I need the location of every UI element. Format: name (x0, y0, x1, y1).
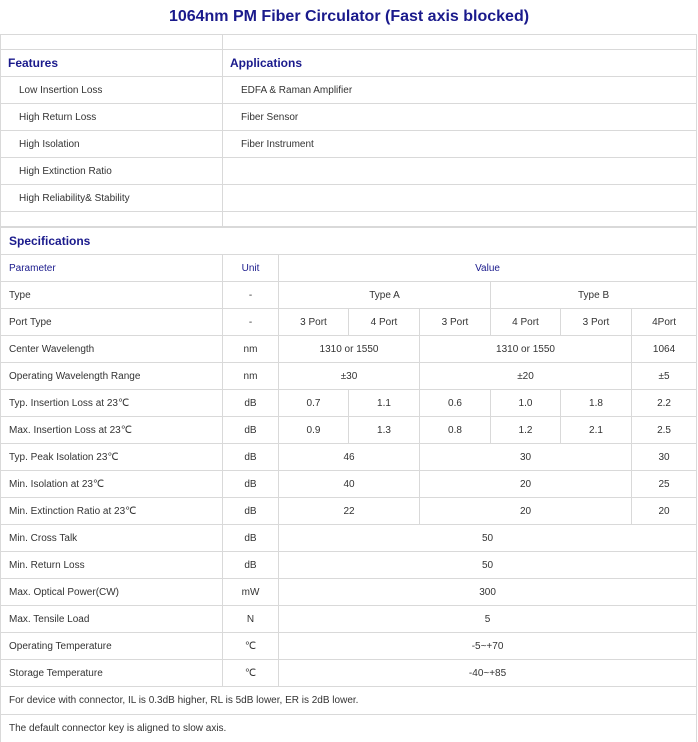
value-cell: 2.5 (632, 417, 697, 444)
value-cell: 3 Port (420, 309, 491, 336)
param-label: Center Wavelength (1, 336, 223, 363)
value-cell: 1064 (632, 336, 697, 363)
value-cell: 30 (420, 444, 632, 471)
unit-cell: dB (223, 498, 279, 525)
note-row (1, 687, 697, 715)
value-cell: 1.1 (349, 390, 420, 417)
value-cell: Type B (491, 282, 697, 309)
feature-item: Low Insertion Loss (1, 77, 223, 104)
unit-cell: nm (223, 336, 279, 363)
page-title: 1064nm PM Fiber Circulator (Fast axis blocked) (0, 0, 698, 34)
value-cell: 5 (279, 606, 697, 633)
param-label: Min. Cross Talk (1, 525, 223, 552)
fa-row (1, 77, 697, 104)
value-cell: 1.2 (491, 417, 561, 444)
unit-cell: - (223, 309, 279, 336)
spec-row-max-il (1, 417, 697, 444)
value-cell: 4 Port (491, 309, 561, 336)
spec-row-type (1, 282, 697, 309)
feature-item: High Return Loss (1, 104, 223, 131)
applications-heading: Applications (223, 50, 697, 77)
application-item: Fiber Sensor (223, 104, 697, 131)
value-cell: 1310 or 1550 (420, 336, 632, 363)
value-cell: 40 (279, 471, 420, 498)
application-item: EDFA & Raman Amplifier (223, 77, 697, 104)
value-cell: 2.2 (632, 390, 697, 417)
unit-cell: dB (223, 444, 279, 471)
param-label: Operating Temperature (1, 633, 223, 660)
application-item (223, 185, 697, 212)
unit-cell: ℃ (223, 633, 279, 660)
unit-cell: mW (223, 579, 279, 606)
spec-row-full (1, 633, 697, 660)
spec-row-full (1, 606, 697, 633)
spec-row-full (1, 552, 697, 579)
spec-row-center-wavelength (1, 336, 697, 363)
param-label: Storage Temperature (1, 660, 223, 687)
param-label: Port Type (1, 309, 223, 336)
value-cell: 50 (279, 552, 697, 579)
value-cell: 4 Port (349, 309, 420, 336)
value-cell: 0.8 (420, 417, 491, 444)
param-label: Min. Return Loss (1, 552, 223, 579)
spec-row-typ-il (1, 390, 697, 417)
unit-cell: - (223, 282, 279, 309)
spec-row-full (1, 579, 697, 606)
value-cell: 3 Port (561, 309, 632, 336)
param-label: Max. Insertion Loss at 23℃ (1, 417, 223, 444)
value-cell: 1.0 (491, 390, 561, 417)
note-text: For device with connector, IL is 0.3dB higher, RL is 5dB lower, ER is 2dB lower. (1, 687, 697, 715)
spec-heading-row (1, 228, 697, 255)
value-cell: 20 (420, 498, 632, 525)
unit-cell: N (223, 606, 279, 633)
param-label: Max. Tensile Load (1, 606, 223, 633)
value-cell: 22 (279, 498, 420, 525)
note-text: The default connector key is aligned to slow axis. (1, 715, 697, 742)
fa-row (1, 131, 697, 158)
value-cell: 0.9 (279, 417, 349, 444)
value-cell: -40~+85 (279, 660, 697, 687)
value-cell: ±20 (420, 363, 632, 390)
unit-cell: dB (223, 471, 279, 498)
unit-cell: nm (223, 363, 279, 390)
value-cell: Type A (279, 282, 491, 309)
fa-row (1, 185, 697, 212)
value-cell: 1310 or 1550 (279, 336, 420, 363)
value-cell: 1.8 (561, 390, 632, 417)
value-cell: 20 (420, 471, 632, 498)
param-label: Operating Wavelength Range (1, 363, 223, 390)
spec-row-typ-isolation (1, 444, 697, 471)
spec-row-min-isolation (1, 471, 697, 498)
fa-row (1, 158, 697, 185)
spec-header-row (1, 255, 697, 282)
value-cell: 50 (279, 525, 697, 552)
param-label: Min. Extinction Ratio at 23℃ (1, 498, 223, 525)
value-cell: 0.6 (420, 390, 491, 417)
value-cell: -5~+70 (279, 633, 697, 660)
value-cell: 30 (632, 444, 697, 471)
application-item (223, 158, 697, 185)
value-cell: 3 Port (279, 309, 349, 336)
spec-row-port-type (1, 309, 697, 336)
note-row (1, 715, 697, 742)
param-label: Type (1, 282, 223, 309)
value-cell: ±5 (632, 363, 697, 390)
unit-cell: dB (223, 390, 279, 417)
spec-row-full (1, 660, 697, 687)
value-header: Value (279, 255, 697, 282)
param-label: Max. Optical Power(CW) (1, 579, 223, 606)
specifications-table (0, 227, 697, 742)
feature-item: High Extinction Ratio (1, 158, 223, 185)
value-cell: ±30 (279, 363, 420, 390)
unit-cell: dB (223, 525, 279, 552)
value-cell: 0.7 (279, 390, 349, 417)
param-label: Typ. Insertion Loss at 23℃ (1, 390, 223, 417)
value-cell: 1.3 (349, 417, 420, 444)
application-item: Fiber Instrument (223, 131, 697, 158)
value-cell: 46 (279, 444, 420, 471)
feature-item: High Isolation (1, 131, 223, 158)
value-cell: 4Port (632, 309, 697, 336)
value-cell: 25 (632, 471, 697, 498)
feature-item: High Reliability& Stability (1, 185, 223, 212)
unit-cell: dB (223, 552, 279, 579)
spec-row-op-range (1, 363, 697, 390)
fa-row (1, 104, 697, 131)
spacer-row (1, 35, 697, 50)
unit-cell: ℃ (223, 660, 279, 687)
unit-cell: dB (223, 417, 279, 444)
value-cell: 20 (632, 498, 697, 525)
spec-row-full (1, 525, 697, 552)
value-cell: 300 (279, 579, 697, 606)
parameter-header: Parameter (1, 255, 223, 282)
value-cell: 2.1 (561, 417, 632, 444)
param-label: Typ. Peak Isolation 23℃ (1, 444, 223, 471)
specifications-heading: Specifications (1, 228, 697, 255)
fa-header-row (1, 50, 697, 77)
spec-row-min-er (1, 498, 697, 525)
spacer-row (1, 212, 697, 227)
param-label: Min. Isolation at 23℃ (1, 471, 223, 498)
features-applications-table (0, 34, 697, 227)
unit-header: Unit (223, 255, 279, 282)
features-heading: Features (1, 50, 223, 77)
